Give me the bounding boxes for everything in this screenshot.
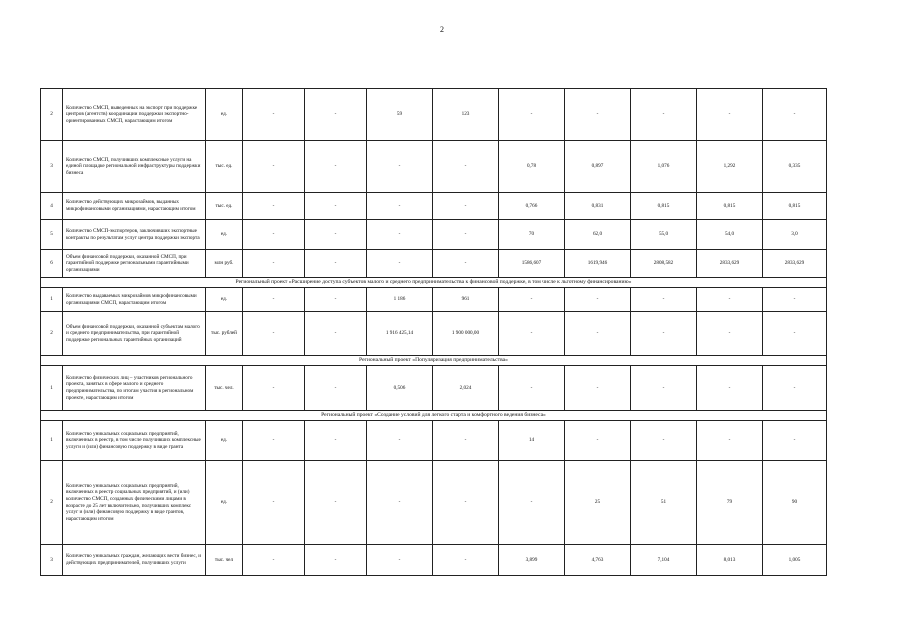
value-cell: - (305, 141, 367, 193)
value-cell: - (697, 312, 763, 356)
value-cell: 51 (631, 461, 697, 545)
value-cell: 25 (565, 461, 631, 545)
value-cell: 961 (433, 288, 499, 312)
value-cell: 1,005 (763, 545, 827, 576)
value-cell: - (565, 421, 631, 461)
value-cell: 1 186 (367, 288, 433, 312)
section-header-row (41, 411, 827, 421)
unit-cell: ед. (206, 421, 243, 461)
indicator-name-cell: Количество уникальных граждан, желающих вести бизнес, и действующих предпринимателей, получивших услуги (63, 545, 206, 576)
row-number-cell: 2 (41, 461, 63, 545)
value-cell: - (433, 461, 499, 545)
value-cell: - (433, 250, 499, 278)
value-cell: - (433, 193, 499, 220)
value-cell: 4,763 (565, 545, 631, 576)
value-cell: 0,506 (367, 366, 433, 411)
value-cell: 59 (367, 89, 433, 141)
value-cell: 1,076 (631, 141, 697, 193)
value-cell: - (243, 461, 305, 545)
value-cell: 55,0 (631, 220, 697, 250)
indicator-name-cell: Количество уникальных социальных предприятий, включенных в реестр, в том числе получивших комплексные услуги и (или) финансовую поддержку в виде гранта (63, 421, 206, 461)
value-cell: - (697, 288, 763, 312)
value-cell: - (499, 312, 565, 356)
row-number-cell: 1 (41, 288, 63, 312)
value-cell: - (763, 366, 827, 411)
value-cell: 2808,582 (631, 250, 697, 278)
value-cell: 8,013 (697, 545, 763, 576)
value-cell: 62,0 (565, 220, 631, 250)
value-cell: - (565, 288, 631, 312)
value-cell: 1 900 000,00 (433, 312, 499, 356)
value-cell: - (305, 288, 367, 312)
table-row (41, 250, 827, 278)
unit-cell: тыс. рублей (206, 312, 243, 356)
indicator-name-cell: Количество выдаваемых микрозаймов микрофинансовыми организациями СМСП, нарастающим итогом (63, 288, 206, 312)
value-cell: - (305, 461, 367, 545)
table-row (41, 220, 827, 250)
value-cell: - (367, 220, 433, 250)
table-row (41, 89, 827, 141)
value-cell: - (243, 312, 305, 356)
value-cell: - (763, 288, 827, 312)
table-row (41, 421, 827, 461)
value-cell: - (631, 312, 697, 356)
value-cell: - (243, 250, 305, 278)
value-cell: 54,0 (697, 220, 763, 250)
value-cell: - (243, 141, 305, 193)
value-cell: 14 (499, 421, 565, 461)
table-row (41, 193, 827, 220)
table-row (41, 312, 827, 356)
value-cell: 70 (499, 220, 565, 250)
value-cell: - (697, 366, 763, 411)
section-header-row (41, 278, 827, 288)
value-cell: - (243, 89, 305, 141)
value-cell: 0,815 (763, 193, 827, 220)
value-cell: - (499, 366, 565, 411)
value-cell: - (631, 366, 697, 411)
value-cell: 90 (763, 461, 827, 545)
value-cell: - (631, 89, 697, 141)
value-cell: - (367, 421, 433, 461)
value-cell: 0,831 (565, 193, 631, 220)
value-cell: - (305, 545, 367, 576)
table-row (41, 288, 827, 312)
value-cell: - (305, 89, 367, 141)
value-cell: 1 916 425,14 (367, 312, 433, 356)
value-cell: 2,024 (433, 366, 499, 411)
unit-cell: тыс. ед. (206, 141, 243, 193)
value-cell: - (763, 89, 827, 141)
value-cell: - (499, 89, 565, 141)
value-cell: - (305, 421, 367, 461)
indicator-name-cell: Количество СМСП, выведенных на экспорт при поддержке центров (агентств) координации поддержки экспортно-ориентированных СМСП, нарастающим итогом (63, 89, 206, 141)
table-row (41, 366, 827, 411)
value-cell: - (305, 193, 367, 220)
value-cell: - (305, 220, 367, 250)
indicator-name-cell: Объем финансовой поддержки, оказанной субъектам малого и среднего предпринимательства, при гарантийной поддержке региональных гарантийных организаций (63, 312, 206, 356)
value-cell: - (243, 421, 305, 461)
value-cell: 7,104 (631, 545, 697, 576)
table-row (41, 141, 827, 193)
value-cell: 0,766 (499, 193, 565, 220)
value-cell: - (433, 421, 499, 461)
section-header-row (41, 356, 827, 366)
indicator-name-cell: Количество СМСП, получивших комплексные услуги на единой площадке региональной инфраструктуры поддержки бизнеса (63, 141, 206, 193)
value-cell: - (243, 366, 305, 411)
row-number-cell: 1 (41, 421, 63, 461)
value-cell: 79 (697, 461, 763, 545)
value-cell: 1619,946 (565, 250, 631, 278)
value-cell: - (433, 545, 499, 576)
value-cell: - (763, 421, 827, 461)
value-cell: - (631, 288, 697, 312)
indicator-name-cell: Объем финансовой поддержки, оказанной СМСП, при гарантийной поддержке региональными гарантийными организациями (63, 250, 206, 278)
value-cell: 0,897 (565, 141, 631, 193)
section-title: Региональный проект «Расширение доступа субъектов малого и среднего предпринимательства к финансовой поддержке, в том числе к льготному финансированию» (41, 278, 827, 288)
value-cell: 0,815 (631, 193, 697, 220)
unit-cell: ед. (206, 220, 243, 250)
unit-cell: ед. (206, 461, 243, 545)
indicator-name-cell: Количество уникальных социальных предприятий, включенных в реестр социальных предприятий, и (или) количество СМСП, созданных физическими лицами в возрасте до 25 лет включительно, получивших комплекс услуг и (или) финансовую поддержку в виде грантов, нарастающим итогом (63, 461, 206, 545)
unit-cell: тыс. ед. (206, 193, 243, 220)
unit-cell: ед. (206, 288, 243, 312)
value-cell: - (243, 193, 305, 220)
page-number: 2 (440, 25, 444, 34)
indicator-name-cell: Количество действующих микрозаймов, выданных микрофинансовыми организациями, нарастающим итогом (63, 193, 206, 220)
value-cell: - (305, 366, 367, 411)
table-row (41, 545, 827, 576)
value-cell: 3,899 (499, 545, 565, 576)
table-row (41, 461, 827, 545)
row-number-cell: 2 (41, 312, 63, 356)
row-number-cell: 4 (41, 193, 63, 220)
value-cell: - (243, 545, 305, 576)
value-cell: - (367, 545, 433, 576)
value-cell: 123 (433, 89, 499, 141)
unit-cell: тыс. чел (206, 545, 243, 576)
value-cell: - (499, 288, 565, 312)
value-cell: 1,292 (697, 141, 763, 193)
row-number-cell: 5 (41, 220, 63, 250)
value-cell: - (305, 250, 367, 278)
section-title: Региональный проект «Создание условий для легкого старта и комфортного ведения бизнеса» (41, 411, 827, 421)
value-cell: 0,335 (763, 141, 827, 193)
row-number-cell: 1 (41, 366, 63, 411)
unit-cell: млн руб. (206, 250, 243, 278)
value-cell: - (763, 312, 827, 356)
value-cell: 2833,629 (697, 250, 763, 278)
value-cell: - (243, 220, 305, 250)
unit-cell: тыс. чел. (206, 366, 243, 411)
value-cell: - (367, 141, 433, 193)
value-cell: - (305, 312, 367, 356)
row-number-cell: 3 (41, 141, 63, 193)
indicator-name-cell: Количество СМСП-экспортеров, заключивших экспортные контракты по результатам услуг центра поддержки экспорта (63, 220, 206, 250)
value-cell: - (367, 193, 433, 220)
value-cell: - (367, 461, 433, 545)
unit-cell: ед. (206, 89, 243, 141)
value-cell: - (565, 366, 631, 411)
value-cell: - (243, 288, 305, 312)
value-cell: - (565, 89, 631, 141)
row-number-cell: 3 (41, 545, 63, 576)
value-cell: 2833,629 (763, 250, 827, 278)
section-title: Региональный проект «Популяризация предпринимательства» (41, 356, 827, 366)
value-cell: - (631, 421, 697, 461)
value-cell: - (565, 312, 631, 356)
value-cell: - (499, 461, 565, 545)
value-cell: 0,78 (499, 141, 565, 193)
row-number-cell: 6 (41, 250, 63, 278)
value-cell: - (697, 89, 763, 141)
value-cell: 1586,607 (499, 250, 565, 278)
indicators-table (40, 88, 827, 576)
value-cell: - (367, 250, 433, 278)
value-cell: - (433, 141, 499, 193)
value-cell: 0,815 (697, 193, 763, 220)
value-cell: 3,0 (763, 220, 827, 250)
value-cell: - (433, 220, 499, 250)
value-cell: - (697, 421, 763, 461)
indicator-name-cell: Количество физических лиц – участников регионального проекта, занятых в сфере малого и среднего предпринимательства, по итогам участия в региональном проекте, нарастающим итогом (63, 366, 206, 411)
row-number-cell: 2 (41, 89, 63, 141)
